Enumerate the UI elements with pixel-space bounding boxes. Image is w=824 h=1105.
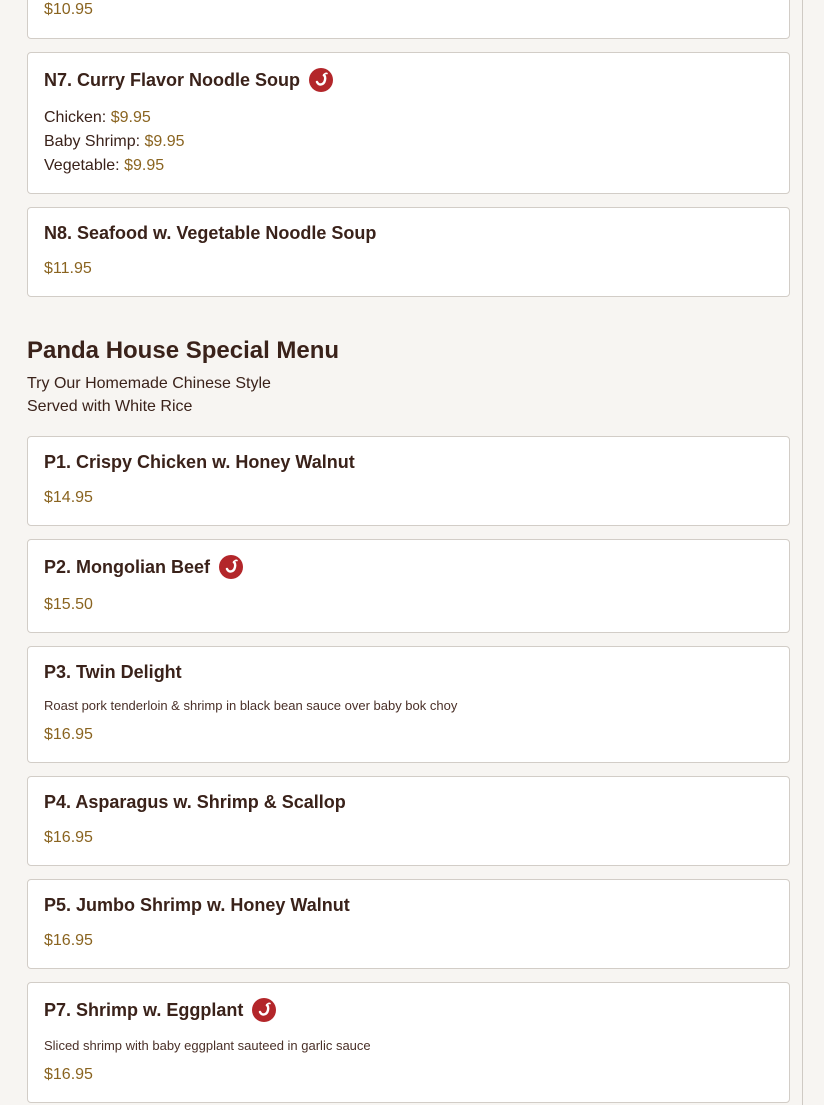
item-price: $16.95 — [44, 932, 93, 949]
section-subtitle-line2: Served with White Rice — [27, 398, 193, 415]
option-label: Chicken: — [44, 109, 107, 126]
item-name: P5. Jumbo Shrimp w. Honey Walnut — [44, 895, 350, 915]
option-label: Vegetable: — [44, 157, 120, 174]
item-title — [44, 223, 376, 244]
item-name: P7. Shrimp w. Eggplant — [44, 999, 244, 1020]
menu-item-card-p1[interactable] — [27, 436, 790, 526]
item-title — [44, 792, 346, 813]
item-name: N8. Seafood w. Vegetable Noodle Soup — [44, 223, 377, 243]
section-subtitle-line1: Try Our Homemade Chinese Style — [27, 375, 271, 392]
item-name: P4. Asparagus w. Shrimp & Scallop — [44, 792, 346, 812]
option-line-vegetable — [44, 157, 164, 175]
menu-item-card-n7[interactable] — [27, 52, 790, 194]
menu-item-card-p4[interactable] — [27, 776, 790, 866]
item-description: Sliced shrimp with baby eggplant sauteed in garlic sauce — [44, 1038, 371, 1053]
item-description: Roast pork tenderloin & shrimp in black bean sauce over baby bok choy — [44, 698, 458, 713]
menu-item-card-n8[interactable] — [27, 207, 790, 297]
page-right-border — [802, 0, 803, 1105]
item-price: $16.95 — [44, 1066, 93, 1083]
item-price: $11.95 — [44, 260, 92, 277]
option-line-chicken — [44, 109, 151, 127]
option-price: $9.95 — [110, 109, 151, 126]
item-price: $10.95 — [44, 1, 93, 18]
section-title: Panda House Special Menu — [27, 337, 340, 364]
option-price: $9.95 — [144, 133, 185, 150]
item-title — [44, 555, 243, 579]
option-label: Baby Shrimp: — [44, 133, 141, 150]
item-price: $16.95 — [44, 829, 93, 846]
menu-item-card-p2[interactable] — [27, 539, 790, 633]
menu-item-card-p3[interactable] — [27, 646, 790, 763]
item-title — [44, 68, 333, 92]
item-name: P2. Mongolian Beef — [44, 556, 211, 577]
item-price: $15.50 — [44, 596, 93, 613]
item-price: $14.95 — [44, 489, 93, 506]
menu-item-card-p7[interactable] — [27, 982, 790, 1103]
item-name: P1. Crispy Chicken w. Honey Walnut — [44, 452, 355, 472]
item-title — [44, 452, 355, 473]
item-price: $16.95 — [44, 726, 93, 743]
item-name: N7. Curry Flavor Noodle Soup — [44, 69, 301, 90]
menu-item-card-prev[interactable] — [27, 0, 790, 39]
item-name: P3. Twin Delight — [44, 662, 182, 682]
chili-pepper-icon — [309, 68, 333, 92]
option-line-baby-shrimp — [44, 133, 185, 151]
option-price: $9.95 — [124, 157, 165, 174]
item-title — [44, 895, 350, 916]
chili-pepper-icon — [219, 555, 243, 579]
menu-item-card-p5[interactable] — [27, 879, 790, 969]
chili-pepper-icon — [252, 998, 276, 1022]
item-title — [44, 662, 182, 683]
item-title — [44, 998, 276, 1022]
